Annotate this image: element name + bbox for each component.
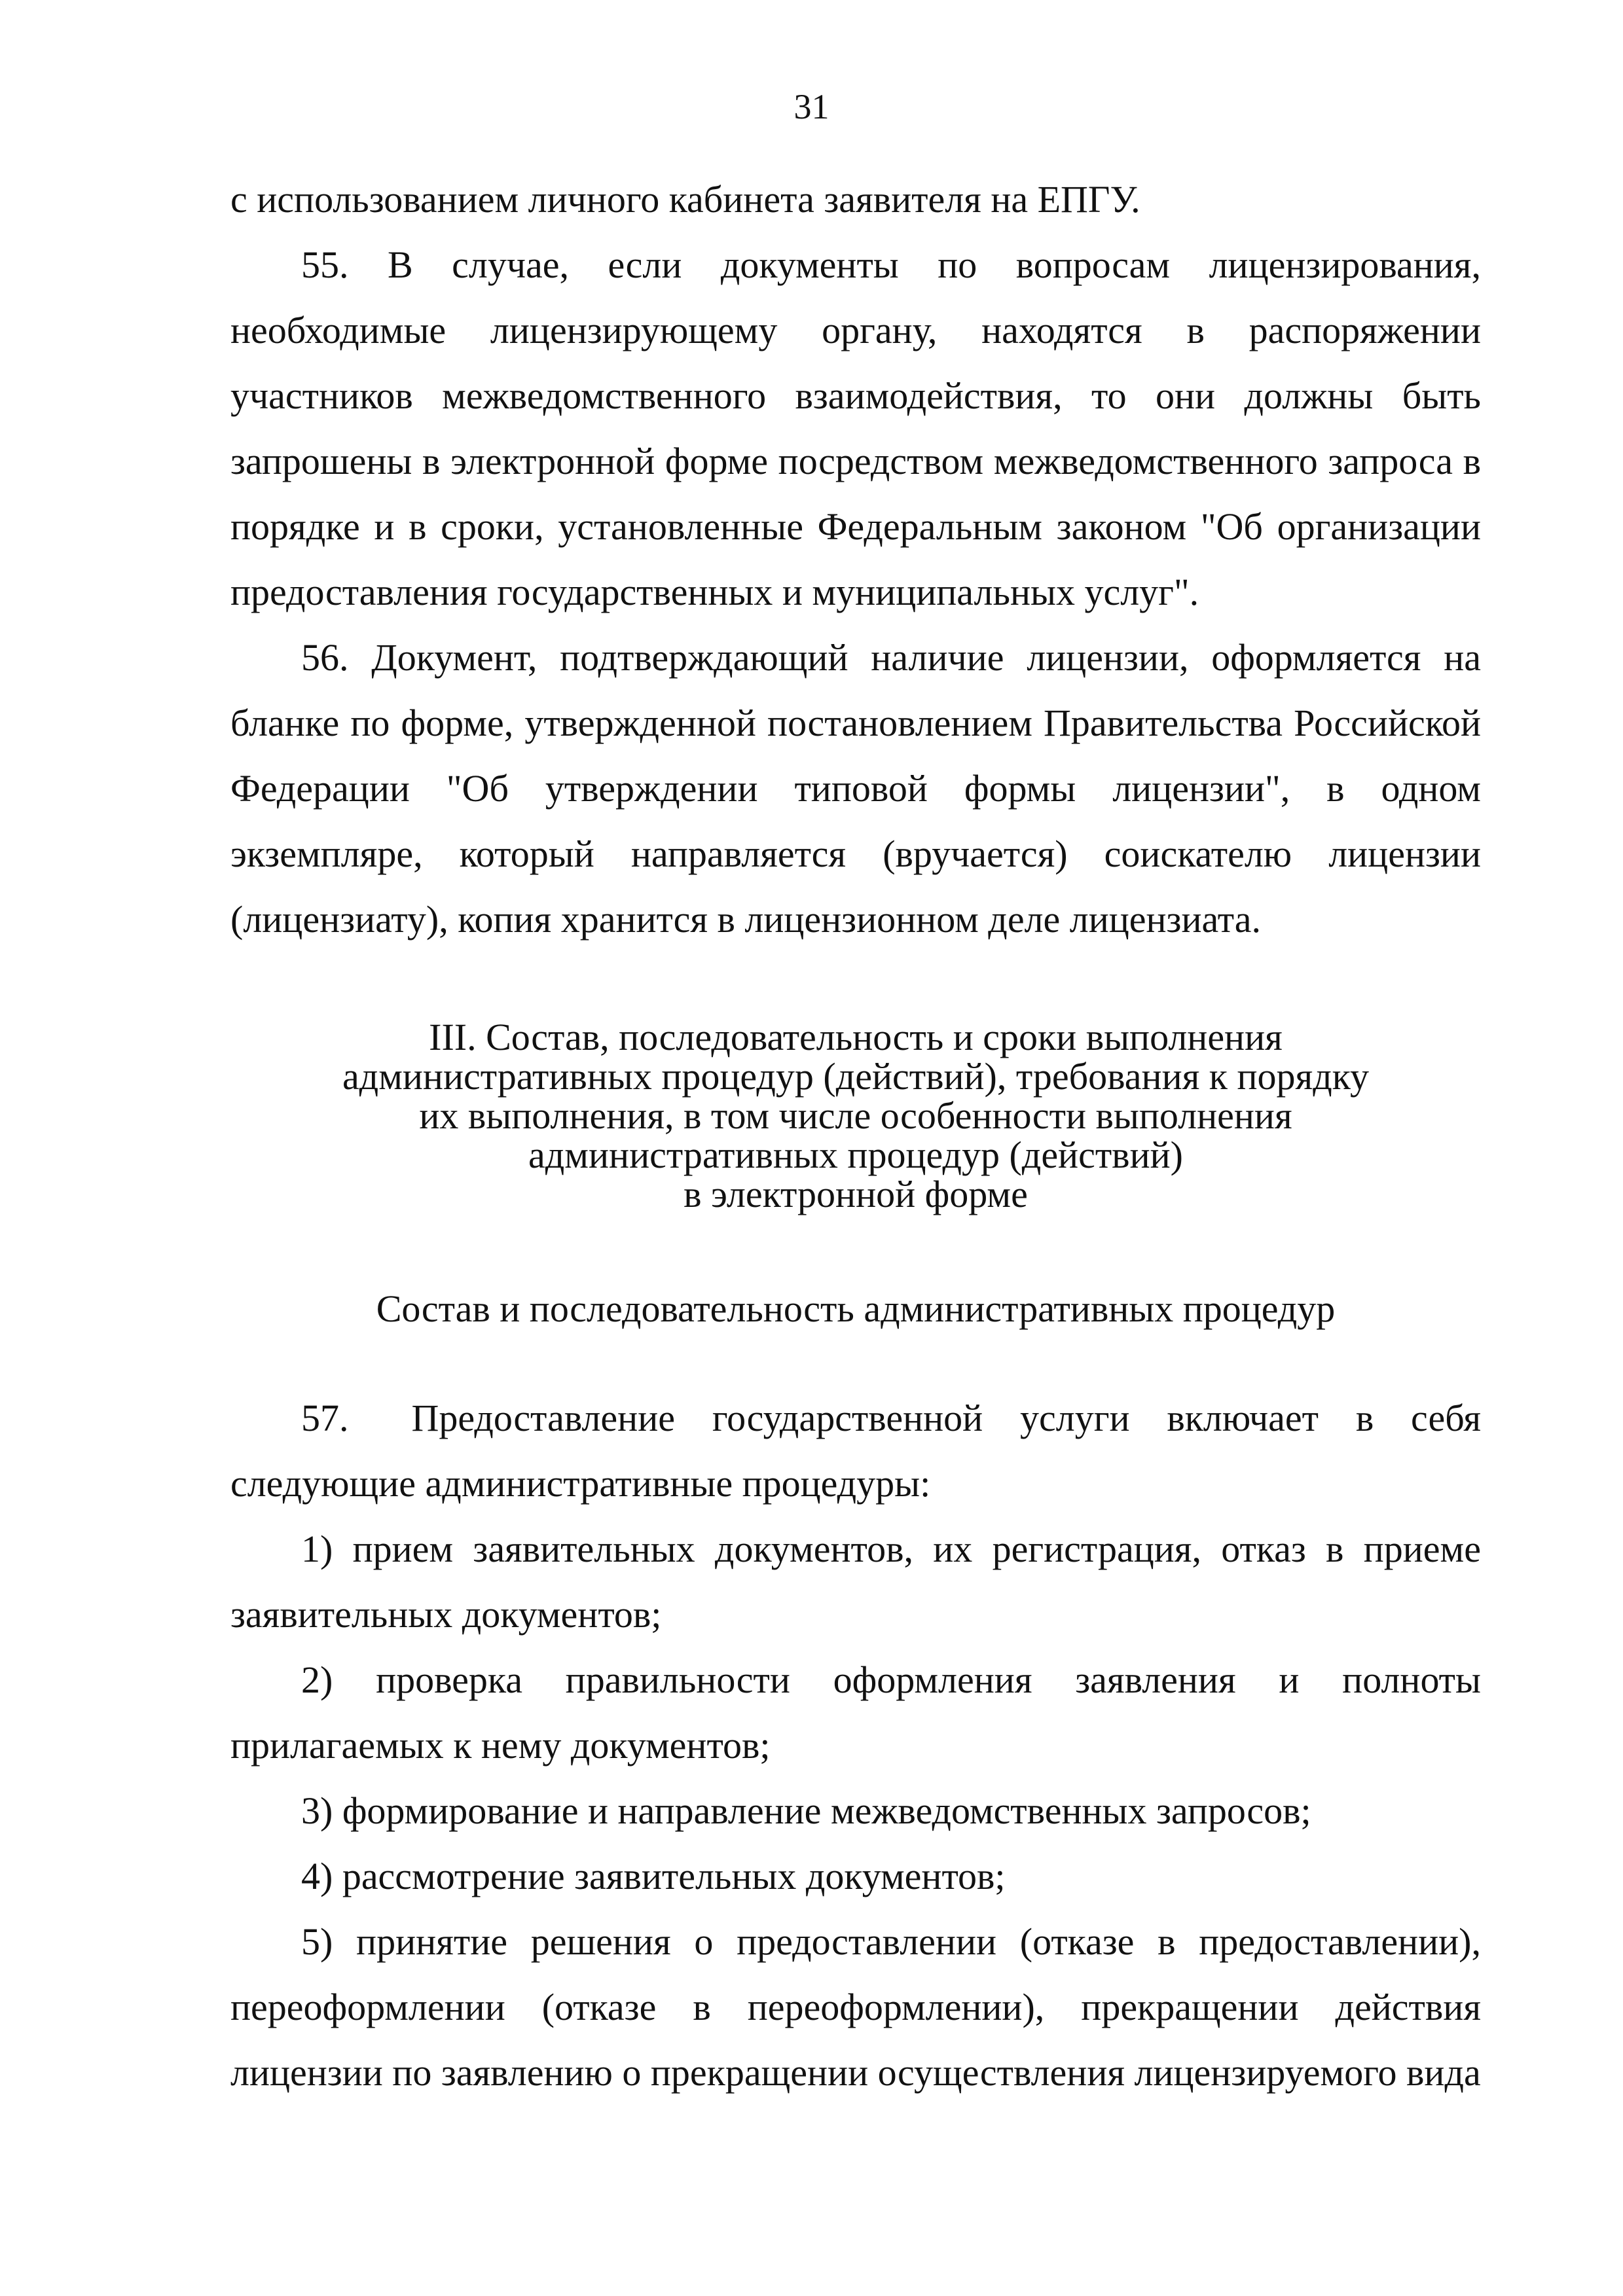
section-heading	[230, 1018, 1481, 1214]
list-item-4: 4) рассмотрение заявительных документов;	[301, 1855, 1006, 1897]
paragraph-57-number: 57.	[301, 1397, 349, 1439]
list-item-1: 1) прием заявительных документов, их регистрация, отказ в приеме заявительных документов;	[230, 1528, 1481, 1636]
page-number: 31	[793, 87, 830, 126]
section-heading-line: в электронной форме	[684, 1173, 1028, 1215]
list-item-2: 2) проверка правильности оформления заявления и полноты прилагаемых к нему документов;	[230, 1659, 1481, 1767]
paragraph-56: 56. Документ, подтверждающий наличие лицензии, оформляется на бланке по форме, утвержденной постановлением Правительства Российской Федерации "Об утверждении типовой формы лицензии", в одном экземпляре, который направляется (вручается) соискателю лицензии (лицензиату), копия хранится в лицензионном деле лицензиата.	[230, 636, 1481, 941]
paragraph-57-text: Предоставление государственной услуги включает в себя следующие административные процедуры:	[230, 1397, 1481, 1505]
subsection-heading: Состав и последовательность административных процедур	[376, 1287, 1336, 1330]
section-heading-line: административных процедур (действий)	[528, 1134, 1183, 1176]
section-heading-line: административных процедур (действий), требования к порядку	[342, 1055, 1370, 1098]
paragraph-57	[230, 1386, 1481, 1516]
section-heading-line: III. Состав, последовательность и сроки выполнения	[429, 1016, 1283, 1058]
paragraph-55: 55. В случае, если документы по вопросам лицензирования, необходимые лицензирующему органу, находятся в распоряжении участников межведомственного взаимодействия, то они должны быть запрошены в электронной форме посредством межведомственного запроса в порядке и в сроки, установленные Федеральным законом "Об организации предоставления государственных и муниципальных услуг".	[230, 243, 1481, 613]
list-item-5: 5) принятие решения о предоставлении (отказе в предоставлении), переоформлении (отказе в переоформлении), прекращении действия лицензии по заявлению о прекращении осуществления лицензируемого вида	[230, 1920, 1481, 2094]
paragraph-continuation: с использованием личного кабинета заявителя на ЕПГУ.	[230, 178, 1140, 221]
section-heading-line: их выполнения, в том числе особенности выполнения	[419, 1094, 1292, 1137]
list-item-3: 3) формирование и направление межведомственных запросов;	[301, 1789, 1311, 1832]
document-body	[230, 167, 1481, 2106]
